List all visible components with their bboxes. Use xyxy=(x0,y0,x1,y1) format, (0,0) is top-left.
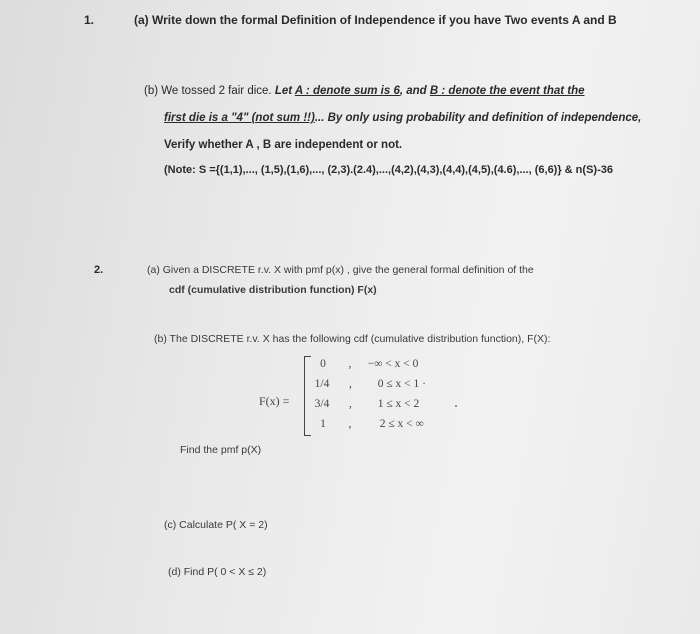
question-2-number: 2. xyxy=(94,264,104,276)
q1b-event-a: A : denote sum is 6 xyxy=(294,85,400,97)
question-2c-text: (c) Calculate P( X = 2) xyxy=(164,519,268,531)
question-2d-text: (d) Find P( 0 < X ≤ 2) xyxy=(168,566,267,578)
q1b-and: , and xyxy=(399,85,430,97)
question-1b-sample-space-note: (Note: S ={(1,1),..., (1,5),(1,6),..., (2,3).(2.4),...,(4,2),(4,3),(4,4),(4,5),(4.6),..., (6,6)} & n(S)-36 xyxy=(164,164,613,176)
cdf-piece-1-sep: , xyxy=(348,358,352,370)
cdf-piece-1 xyxy=(314,358,418,370)
cdf-piece-4-condition: 2 ≤ x < ∞ xyxy=(379,418,424,430)
q1b-intro: (b) We tossed 2 fair dice. xyxy=(144,85,275,97)
cdf-piece-1-value: 0 xyxy=(320,358,326,370)
cdf-piece-4 xyxy=(314,418,424,430)
q1b-event-b: B : denote the event that the xyxy=(429,85,585,97)
q1b-let: Let xyxy=(274,85,295,97)
cdf-piece-2-sep: , xyxy=(348,378,352,390)
question-1a-text: (a) Write down the formal Definition of Independence if you have Two events A and B xyxy=(134,13,617,27)
q1b-instruction: ... By only using probability and definition of independence, xyxy=(314,112,642,124)
q2a-cdf-text: cdf (cumulative distribution function) xyxy=(169,284,358,296)
question-2b-text: (b) The DISCRETE r.v. X has the following cdf (cumulative distribution function), F(X): xyxy=(154,333,551,345)
cdf-piece-2-condition: 0 ≤ x < 1 · xyxy=(377,378,427,390)
cdf-piece-2 xyxy=(311,378,426,390)
cdf-piece-3-sep: , xyxy=(348,398,352,410)
cdf-brace xyxy=(304,356,311,436)
question-1b-line-3: Verify whether A , B are independent or not. xyxy=(164,139,403,151)
cdf-piece-4-sep: , xyxy=(348,418,352,430)
question-2a-line-1: (a) Given a DISCRETE r.v. X with pmf p(x) , give the general formal definition of the xyxy=(147,264,534,276)
cdf-piece-3-value: 3/4 xyxy=(314,398,330,410)
cdf-piece-1-condition: −∞ < x < 0 xyxy=(367,358,419,370)
q1b-first-die: first die is a "4" (not sum !!) xyxy=(164,112,315,124)
question-2b-find-pmf: Find the pmf p(X) xyxy=(180,444,262,456)
question-1b-line-1 xyxy=(144,85,585,97)
cdf-function-label: F(x) = xyxy=(259,394,290,408)
q2a-fx: F(x) xyxy=(357,284,377,296)
question-2a-line-2 xyxy=(169,284,377,296)
question-1b-line-2 xyxy=(164,112,641,124)
stray-dot xyxy=(455,405,457,407)
question-1-number: 1. xyxy=(84,13,95,27)
cdf-piece-4-value: 1 xyxy=(320,418,326,430)
cdf-piece-3-condition: 1 ≤ x < 2 xyxy=(377,398,420,410)
cdf-piece-2-value: 1/4 xyxy=(314,378,330,390)
cdf-piece-3 xyxy=(311,398,419,410)
